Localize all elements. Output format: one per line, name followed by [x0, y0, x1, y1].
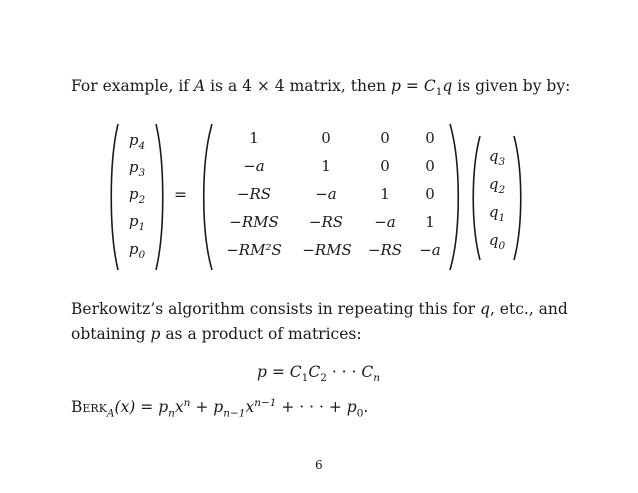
var-p: p — [150, 325, 161, 343]
product-equation: $p = C_1C_2$ · · · $C_n$ — [257, 363, 381, 385]
var-p: p — [391, 77, 401, 95]
matrix-cell: 1 — [249, 129, 259, 147]
matrix-cell: −a — [243, 157, 265, 175]
intro-equals: = — [400, 77, 424, 95]
matrix-cell: 0 — [380, 157, 390, 175]
vector-p-entry: $p_3$ — [128, 158, 146, 179]
matrix-cell: −RMS — [229, 213, 279, 231]
vector-p-entry: $p_2$ — [128, 185, 146, 206]
vector-p-entry: $p_0$ — [128, 240, 146, 261]
paragraph-line-2: obtaining p as a product of matrices: — [71, 325, 362, 343]
matrix-c1 — [200, 122, 462, 272]
var-a: A — [193, 77, 206, 95]
var-c-sub: 1 — [435, 86, 443, 99]
matrix-cell: −a — [315, 185, 337, 203]
matrix-cell: −RS — [367, 241, 403, 259]
vector-p-right-paren — [154, 122, 166, 272]
matrix-cell: −RS — [308, 213, 344, 231]
berk-name: Berk — [71, 398, 107, 417]
var-c: C — [423, 77, 436, 95]
var-q: q — [442, 77, 453, 95]
matrix-cell: 1 — [425, 213, 435, 231]
matrix-right-paren — [448, 122, 462, 272]
vector-q-left-paren — [470, 134, 482, 262]
matrix-cell: −RS — [236, 185, 272, 203]
vector-q-entry: $q_1$ — [488, 203, 506, 224]
equals-sign: = — [174, 186, 187, 204]
vector-q-entry: $q_3$ — [488, 147, 506, 168]
berk-equation: Berk$_A$(x) = $p_nx^n + p_{n-1}x^{n-1}$ + · · · + $p_0$. — [71, 397, 369, 420]
vector-q — [470, 134, 528, 262]
matrix-cell: 0 — [425, 129, 435, 147]
page-number: 6 — [315, 458, 323, 472]
matrix-cell: −RM²S — [226, 241, 282, 259]
intro-mid: is a 4 × 4 matrix, then — [205, 77, 392, 95]
matrix-cell: 1 — [380, 185, 390, 203]
matrix-cell: −a — [419, 241, 441, 259]
vector-q-entry: $q_0$ — [488, 231, 506, 252]
matrix-cell: 0 — [425, 185, 435, 203]
matrix-cell: −RMS — [302, 241, 352, 259]
matrix-cell: 0 — [425, 157, 435, 175]
vector-p-left-paren — [108, 122, 120, 272]
intro-prefix: For example, if — [71, 77, 194, 95]
vector-p-entry: $p_4$ — [128, 131, 146, 152]
matrix-cell: 0 — [321, 129, 331, 147]
vector-p — [108, 122, 166, 272]
vector-q-right-paren — [512, 134, 524, 262]
matrix-cell: 0 — [380, 129, 390, 147]
intro-suffix: is given by by: — [452, 77, 571, 95]
matrix-cell: 1 — [321, 157, 331, 175]
var-q: q — [480, 300, 490, 318]
matrix-cell: −a — [374, 213, 396, 231]
paragraph-line-1: Berkowitz’s algorithm consists in repeating this for q, etc., and — [71, 300, 568, 318]
intro-sentence — [71, 77, 570, 98]
vector-q-entry: $q_2$ — [488, 175, 506, 196]
vector-p-entry: $p_1$ — [128, 212, 146, 233]
